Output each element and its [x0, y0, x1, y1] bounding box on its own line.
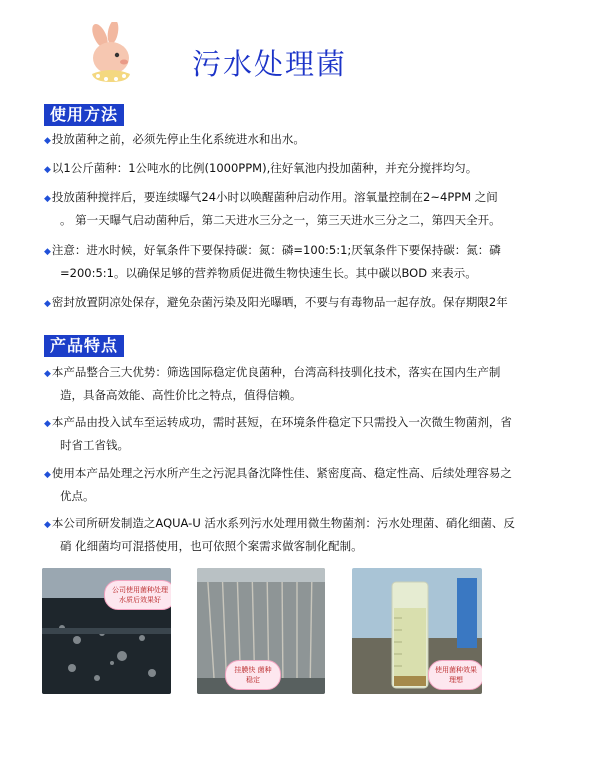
- usage-item: [44, 292, 564, 315]
- usage-item-text-cont: =200:5:1。以确保足够的营养物质促进微生物快速生长。其中碳以BOD 来表示。: [60, 266, 477, 280]
- rabbit-mascot-icon: [80, 22, 142, 84]
- usage-item-text: 密封放置阴凉处保存，避免杂菌污染及阳光曝晒，不要与有毒物品一起存放。保存期限2年: [51, 295, 508, 309]
- feature-item-text: 使用本产品处理之污水所产生之污泥具备沈降性佳、紧密度高、稳定性高、后续处理容易之: [51, 466, 512, 480]
- photo-aeration-tank: [42, 568, 171, 694]
- diamond-bullet-icon: ◆: [44, 247, 51, 257]
- feature-item: [44, 463, 564, 507]
- diamond-bullet-icon: ◆: [44, 165, 51, 175]
- feature-item-text-cont: 硝 化细菌均可混搭使用，也可依照个案需求做客制化配制。: [60, 539, 363, 553]
- diamond-bullet-icon: ◆: [44, 470, 51, 480]
- usage-item-text: 投放菌种搅拌后，要连续曝气24小时以唤醒菌种启动作用。溶氧量控制在2~4PPM 之间: [51, 190, 498, 204]
- feature-item-text-cont: 优点。: [60, 489, 95, 503]
- photo-badge: 使用菌种效果 理想: [428, 660, 482, 690]
- diamond-bullet-icon: ◆: [44, 419, 51, 429]
- feature-item-text-cont: 造，具备高效能、高性价比之特点，值得信赖。: [60, 388, 302, 402]
- usage-item: [44, 158, 564, 181]
- usage-item-text: 注意：进水时候，好氧条件下要保持碳：氮：磷=100:5:1;厌氧条件下要保持碳：氮：磷: [51, 243, 501, 257]
- usage-item: [44, 129, 564, 152]
- section-heading-features: 产品特点: [44, 335, 124, 357]
- feature-item: [44, 362, 564, 406]
- section-heading-usage: 使用方法: [44, 104, 124, 126]
- diamond-bullet-icon: ◆: [44, 520, 51, 530]
- usage-item-text-cont: 。 第一天曝气启动菌种后，第二天进水三分之一，第三天进水三分之二，第四天全开。: [60, 213, 501, 227]
- photo-badge: 公司使用菌种处理水质后效果好: [104, 580, 171, 610]
- usage-item: [44, 240, 564, 284]
- photo-biofilm-media: [197, 568, 325, 694]
- diamond-bullet-icon: ◆: [44, 369, 51, 379]
- usage-item-text: 以1公斤菌种：1公吨水的比例(1000PPM),往好氧池内投加菌种，并充分搅拌均匀。: [51, 161, 478, 175]
- diamond-bullet-icon: ◆: [44, 194, 51, 204]
- photo-water-sample: [352, 568, 482, 694]
- feature-item-text: 本产品由投入试车至运转成功，需时甚短，在环境条件稳定下只需投入一次微生物菌剂，省: [51, 415, 512, 429]
- usage-item: [44, 187, 564, 231]
- page-title: 污水处理菌: [192, 47, 348, 81]
- photo-badge: 挂膜快 菌种稳定: [225, 660, 281, 690]
- feature-item-text: 本产品整合三大优势：筛选国际稳定优良菌种，台湾高科技驯化技术，落实在国内生产制: [51, 365, 501, 379]
- feature-item: [44, 412, 564, 456]
- diamond-bullet-icon: ◆: [44, 299, 51, 309]
- usage-item-text: 投放菌种之前，必须先停止生化系统进水和出水。: [51, 132, 305, 146]
- diamond-bullet-icon: ◆: [44, 136, 51, 146]
- feature-item-text-cont: 时省工省钱。: [60, 438, 129, 452]
- feature-item: [44, 513, 564, 557]
- feature-item-text: 本公司所研发制造之AQUA-U 活水系列污水处理用微生物菌剂：污水处理菌、硝化细菌、反: [51, 516, 515, 530]
